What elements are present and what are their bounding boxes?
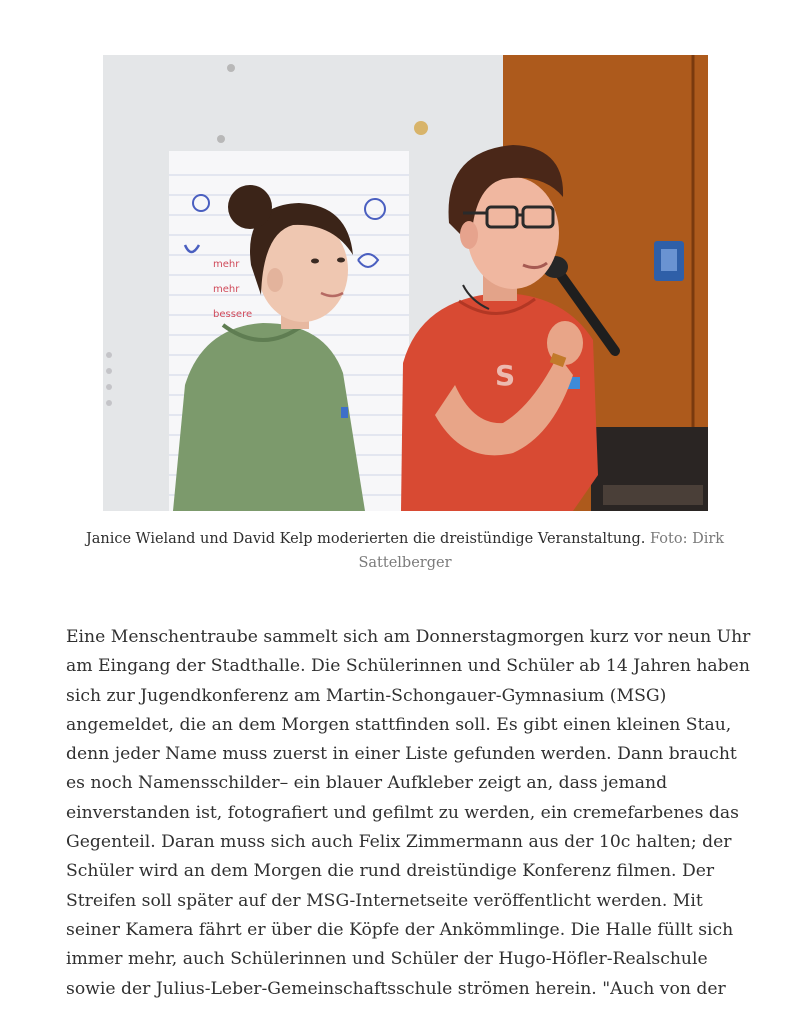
photo-credit: Foto: Dirk Sattelberger xyxy=(358,531,725,571)
flipchart-word-2: mehr xyxy=(213,284,240,295)
photo-caption xyxy=(70,527,740,575)
flipchart-word-1: mehr xyxy=(213,259,240,270)
article-photo xyxy=(103,55,708,511)
caption-text: Janice Wieland und David Kelp moderierten die dreistündige Veranstaltung. xyxy=(85,531,646,547)
flipchart-word-3: bessere xyxy=(213,309,253,320)
svg-text:S: S xyxy=(495,359,516,392)
article-paragraph: Eine Menschentraube sammelt sich am Donnerstagmorgen kurz vor neun Uhr am Eingang der Stadthalle. Die Schülerinnen und Schüler ab 14 Jahren haben sich zur Jugendkonferenz am Martin-Schongauer-Gymnasium (MSG) angemeldet, die an dem Morgen stattfinden soll. Es gibt einen kleinen Stau, denn jeder Name muss zuerst in einer Liste gefunden werden. Dann braucht es noch Namensschilder– ein blauer Aufkleber zeigt an, dass jemand einverstanden ist, fotografiert und gefilmt zu werden, ein cremefarbenes das Gegenteil. Daran muss sich auch Felix Zimmermann aus der 10c halten; der Schüler wird an dem Morgen die rund dreistündige Konferenz filmen. Der Streifen soll später auf der MSG-Internetseite veröffentlicht werden. Mit seiner Kamera fährt er über die Köpfe der Ankömmlinge. Die Halle füllt sich immer mehr, auch Schülerinnen und Schüler der Hugo-Höfler-Realschule sowie der Julius-Leber-Gemeinschaftsschule strömen herein. "Auch von der xyxy=(66,627,751,999)
